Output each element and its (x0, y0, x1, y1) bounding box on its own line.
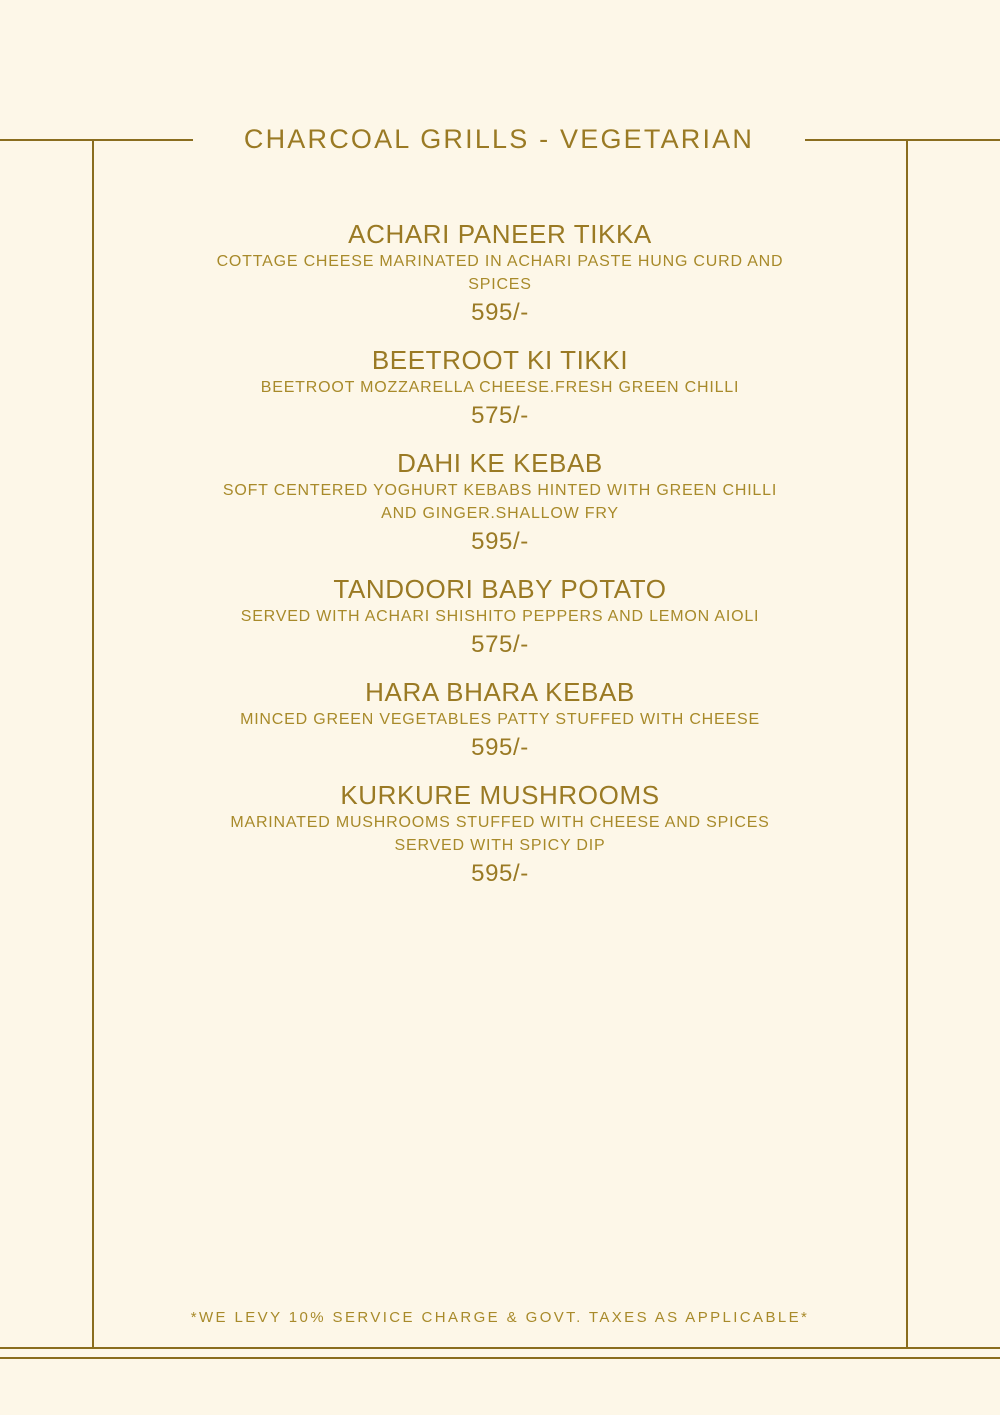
right-border-line (906, 139, 908, 1349)
menu-list (150, 218, 850, 905)
item-description: COTTAGE CHEESE MARINATED IN ACHARI PASTE HUNG CURD AND SPICES (216, 253, 784, 293)
menu-item (150, 676, 850, 764)
item-name: KURKURE MUSHROOMS (340, 780, 660, 810)
top-rule-left (0, 139, 193, 141)
item-name: BEETROOT KI TIKKI (371, 345, 629, 375)
item-description: MARINATED MUSHROOMS STUFFED WITH CHEESE AND SPICES SERVED WITH SPICY DIP (230, 814, 770, 854)
item-name: TANDOORI BABY POTATO (333, 574, 667, 604)
item-name: ACHARI PANEER TIKKA (348, 219, 652, 249)
service-charge-note: *WE LEVY 10% SERVICE CHARGE & GOVT. TAXES AS APPLICABLE* (190, 1309, 810, 1326)
section-title: CHARCOAL GRILLS - VEGETARIAN (243, 124, 755, 154)
item-price: 595/- (471, 299, 529, 326)
bottom-rule-lower (0, 1357, 1000, 1359)
item-name: DAHI KE KEBAB (397, 448, 603, 478)
menu-item (150, 573, 850, 661)
menu-item (150, 218, 850, 329)
item-price: 575/- (471, 631, 529, 658)
menu-item (150, 344, 850, 432)
item-price: 595/- (471, 860, 529, 887)
item-description: SOFT CENTERED YOGHURT KEBABS HINTED WITH GREEN CHILLI AND GINGER.SHALLOW FRY (222, 482, 778, 522)
top-rule-right (805, 139, 1000, 141)
item-description: BEETROOT MOZZARELLA CHEESE.FRESH GREEN CHILLI (260, 379, 740, 396)
item-description: SERVED WITH ACHARI SHISHITO PEPPERS AND LEMON AIOLI (240, 608, 760, 625)
item-price: 595/- (471, 734, 529, 761)
bottom-rule-upper (0, 1347, 1000, 1349)
menu-item (150, 779, 850, 890)
item-price: 595/- (471, 528, 529, 555)
menu-item (150, 447, 850, 558)
left-border-line (92, 139, 94, 1349)
item-name: HARA BHARA KEBAB (365, 677, 635, 707)
item-description: MINCED GREEN VEGETABLES PATTY STUFFED WITH CHEESE (240, 711, 760, 728)
item-price: 575/- (471, 402, 529, 429)
